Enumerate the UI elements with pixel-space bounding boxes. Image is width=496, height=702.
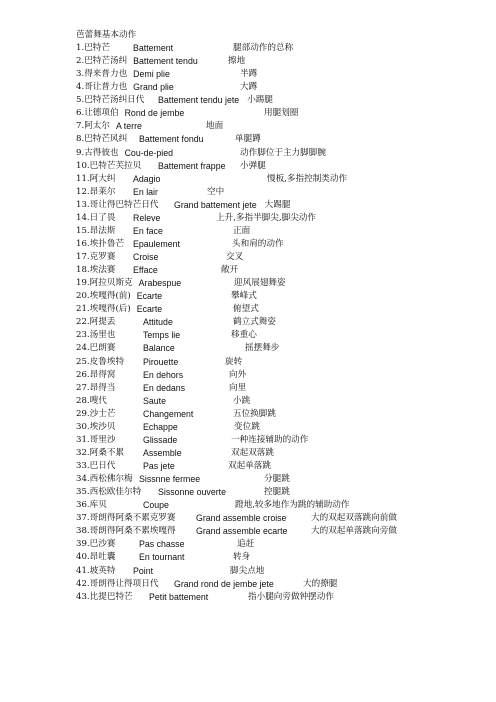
term-row bbox=[76, 551, 488, 564]
term-row bbox=[76, 499, 488, 512]
term-row bbox=[76, 94, 488, 107]
term-chinese: 33.巴日代 bbox=[76, 461, 116, 471]
term-row bbox=[76, 186, 488, 199]
term-chinese: 38.哥朗得阿桑不累埃嘎得 bbox=[76, 526, 176, 537]
term-chinese: 31.哥里沙 bbox=[76, 434, 116, 445]
term-chinese: 16.埃扑鲁芒 bbox=[76, 238, 125, 249]
term-chinese: 36.库贝 bbox=[76, 500, 107, 511]
term-meaning: 单腿蹲 bbox=[235, 134, 261, 145]
term-meaning: 交叉 bbox=[226, 252, 244, 262]
term-row bbox=[76, 565, 488, 578]
term-row bbox=[76, 356, 488, 369]
term-french: Pas chasse bbox=[139, 539, 185, 550]
term-french: Balance bbox=[143, 343, 175, 354]
term-french: Petit battement bbox=[149, 591, 209, 602]
term-french: Cou-de-pied bbox=[124, 147, 173, 158]
term-meaning: 五位换脚跳 bbox=[233, 408, 276, 419]
term-french: Grand assemble croise bbox=[196, 513, 287, 524]
term-chinese: 26.昂得窝 bbox=[76, 369, 116, 380]
term-meaning: 向里 bbox=[229, 382, 247, 393]
term-chinese: 7.阿太尔 bbox=[76, 121, 110, 132]
term-chinese: 8.巴特芒风纠 bbox=[76, 134, 128, 145]
term-french: Efface bbox=[133, 265, 158, 276]
term-french: Arabespue bbox=[138, 278, 182, 289]
term-french: Sissnne fermee bbox=[139, 474, 201, 485]
term-row bbox=[76, 120, 488, 133]
term-french: Grand rond de jembe jete bbox=[174, 578, 274, 589]
term-french: Echappe bbox=[143, 421, 178, 432]
term-french: En face bbox=[133, 225, 163, 236]
term-french: En dehors bbox=[143, 369, 184, 380]
term-row bbox=[76, 199, 488, 212]
term-meaning: 向外 bbox=[229, 369, 247, 380]
term-meaning: 双起双落跳 bbox=[231, 447, 274, 458]
term-meaning: 半蹲 bbox=[240, 69, 258, 80]
term-chinese: 42.哥朗得让得项日代 bbox=[76, 578, 159, 589]
term-french: Grand plie bbox=[133, 82, 174, 93]
term-meaning: 蹬地,较多地作为跳的辅助动作 bbox=[235, 500, 350, 511]
term-french: Point bbox=[133, 565, 154, 576]
term-row bbox=[76, 460, 488, 473]
term-row bbox=[76, 421, 488, 434]
term-meaning: 用腿划圈 bbox=[264, 108, 299, 119]
term-row bbox=[76, 369, 488, 382]
term-meaning: 地面 bbox=[206, 121, 224, 132]
term-french: Epaulement bbox=[133, 238, 180, 249]
term-chinese: 23.汤里也 bbox=[76, 330, 116, 341]
term-chinese: 25.皮鲁埃特 bbox=[76, 356, 125, 367]
term-chinese: 37.哥朗得阿桑不累克罗赛 bbox=[76, 513, 176, 524]
term-french: Grand battement jete bbox=[174, 199, 257, 210]
term-french: Adagio bbox=[133, 173, 161, 184]
term-row bbox=[76, 212, 488, 225]
term-row bbox=[76, 447, 488, 460]
term-row bbox=[76, 251, 488, 264]
term-french: A terre bbox=[115, 121, 142, 132]
term-meaning: 小跳 bbox=[233, 395, 251, 406]
term-meaning: 一种连接辅助的动作 bbox=[231, 434, 309, 445]
term-row bbox=[76, 525, 488, 538]
term-meaning: 转身 bbox=[233, 552, 251, 563]
term-meaning: 移重心 bbox=[231, 330, 257, 341]
term-meaning: 空中 bbox=[207, 186, 225, 197]
term-meaning: 双起单落跳 bbox=[228, 461, 271, 471]
term-french: Battement bbox=[133, 43, 174, 53]
term-french: Battement tendu jete bbox=[158, 95, 240, 106]
term-meaning: 腿部动作的总称 bbox=[233, 43, 294, 53]
term-chinese: 43.比提巴特芒 bbox=[76, 591, 133, 602]
term-row bbox=[76, 591, 488, 604]
term-chinese: 5.巴特芒汤纠日代 bbox=[76, 95, 145, 106]
term-row bbox=[76, 68, 488, 81]
term-french: Battement tendu bbox=[133, 56, 198, 67]
term-row bbox=[76, 238, 488, 251]
term-french: Pas jete bbox=[143, 461, 175, 471]
term-meaning: 变位跳 bbox=[234, 421, 260, 432]
term-french: Assemble bbox=[143, 447, 182, 458]
term-row bbox=[76, 225, 488, 238]
term-french: Battement fondu bbox=[139, 134, 204, 145]
term-chinese: 27.昂得当 bbox=[76, 382, 116, 393]
term-chinese: 4.哥让普力也 bbox=[76, 82, 128, 93]
term-meaning: 小弹腿 bbox=[240, 160, 266, 171]
term-french: Saute bbox=[143, 395, 166, 406]
term-meaning: 大的双起单落跳向旁做 bbox=[311, 526, 397, 537]
term-meaning: 脚尖点地 bbox=[230, 565, 265, 576]
term-meaning: 鹤立式舞姿 bbox=[233, 317, 276, 328]
term-row bbox=[76, 316, 488, 329]
term-meaning: 正面 bbox=[233, 225, 251, 236]
term-chinese: 35.西松欧佳尔特 bbox=[76, 487, 142, 498]
term-meaning: 敞开 bbox=[221, 265, 239, 276]
term-meaning: 分腿跳 bbox=[264, 474, 290, 485]
term-chinese: 9.古得彼也 bbox=[76, 147, 119, 158]
term-chinese: 19.阿拉贝斯克 bbox=[76, 278, 133, 289]
term-meaning: 小踢腿 bbox=[247, 95, 273, 106]
term-row bbox=[76, 81, 488, 94]
term-meaning: 控腿跳 bbox=[264, 487, 290, 498]
term-french: Glissade bbox=[143, 434, 178, 445]
term-row bbox=[76, 473, 488, 486]
term-chinese: 13.哥让得巴特芒日代 bbox=[76, 199, 159, 210]
term-chinese: 30.埃沙贝 bbox=[76, 421, 116, 432]
term-row bbox=[76, 290, 488, 303]
term-chinese: 15.昂法斯 bbox=[76, 225, 116, 236]
term-row bbox=[76, 329, 488, 342]
term-meaning: 上升,多指半脚尖,脚尖动作 bbox=[216, 212, 316, 223]
term-row bbox=[76, 55, 488, 68]
term-chinese: 34.西松佛尔梅 bbox=[76, 474, 133, 485]
term-row bbox=[76, 107, 488, 120]
term-meaning: 俯望式 bbox=[233, 304, 259, 315]
term-meaning: 大的撩腿 bbox=[303, 578, 338, 589]
term-meaning: 大的双起双落跳向前做 bbox=[311, 513, 397, 524]
term-meaning: 攀峰式 bbox=[231, 291, 257, 302]
term-row bbox=[76, 395, 488, 408]
term-french: Temps lie bbox=[143, 330, 181, 341]
term-french: Grand assemble ecarte bbox=[196, 526, 288, 537]
term-meaning: 迎风展翅舞姿 bbox=[234, 278, 286, 289]
term-meaning: 指小腿向旁做钟摆动作 bbox=[248, 591, 334, 602]
term-chinese: 12.昂莱尔 bbox=[76, 186, 116, 197]
term-meaning: 动作脚位于主力脚脚腕 bbox=[240, 147, 326, 158]
term-chinese: 17.克罗赛 bbox=[76, 252, 116, 262]
term-french: Sissonne ouverte bbox=[158, 487, 226, 498]
page-title: 芭蕾舞基本动作 bbox=[76, 30, 137, 40]
term-french: Changement bbox=[143, 408, 194, 419]
term-chinese: 29.沙士芒 bbox=[76, 408, 116, 419]
term-row bbox=[76, 303, 488, 316]
term-french: Rond de jembe bbox=[124, 108, 185, 119]
term-meaning: 大踢腿 bbox=[264, 199, 291, 210]
term-meaning: 旋转 bbox=[225, 356, 243, 367]
term-row bbox=[76, 42, 488, 55]
term-row bbox=[76, 133, 488, 146]
term-row bbox=[76, 408, 488, 421]
term-french: En tournant bbox=[139, 552, 185, 563]
term-french: Attitude bbox=[143, 317, 173, 328]
term-french: Coupe bbox=[143, 500, 169, 511]
term-meaning: 慢板,多指控制类动作 bbox=[267, 173, 348, 184]
term-row bbox=[76, 277, 488, 290]
term-chinese: 2.巴特芒汤纠 bbox=[76, 56, 128, 67]
term-french: En dedans bbox=[143, 382, 186, 393]
term-row bbox=[76, 434, 488, 447]
term-chinese: 24.巴朗赛 bbox=[76, 343, 116, 354]
term-row bbox=[76, 486, 488, 499]
term-meaning: 大蹲 bbox=[240, 82, 258, 93]
term-row bbox=[76, 173, 488, 186]
term-chinese: 21.埃嘎得(后) bbox=[76, 304, 131, 315]
term-meaning: 追赶 bbox=[237, 539, 255, 550]
term-chinese: 11.阿大纠 bbox=[76, 173, 116, 184]
term-french: Pirouette bbox=[143, 356, 179, 367]
term-chinese: 10.巴特芒芙拉贝 bbox=[76, 160, 142, 171]
term-chinese: 41.坡英特 bbox=[76, 565, 116, 576]
term-meaning: 头和肩的动作 bbox=[232, 238, 284, 249]
term-row bbox=[76, 160, 488, 173]
term-row bbox=[76, 264, 488, 277]
term-row bbox=[76, 342, 488, 355]
term-french: En lair bbox=[133, 186, 158, 197]
term-row bbox=[76, 382, 488, 395]
term-chinese: 20.埃嘎得(前) bbox=[76, 291, 131, 302]
term-chinese: 40.昂吐囊 bbox=[76, 552, 116, 563]
term-french: Ecarte bbox=[136, 291, 163, 302]
term-list bbox=[76, 28, 488, 604]
term-row bbox=[76, 512, 488, 525]
term-row bbox=[76, 147, 488, 160]
term-rows bbox=[76, 42, 488, 604]
term-french: Demi plie bbox=[133, 69, 170, 80]
term-chinese: 1.巴特芒 bbox=[76, 43, 110, 53]
term-chinese: 28.嗖代 bbox=[76, 395, 107, 406]
term-row bbox=[76, 578, 488, 591]
term-chinese: 18.埃法赛 bbox=[76, 265, 116, 276]
term-french: Battement frappe bbox=[158, 160, 226, 171]
term-row bbox=[76, 538, 488, 551]
term-meaning: 摇摆舞步 bbox=[245, 343, 280, 354]
term-meaning: 擦地 bbox=[228, 56, 246, 67]
term-chinese: 3.得来普力也 bbox=[76, 69, 128, 80]
term-chinese: 6.让德项伯 bbox=[76, 108, 119, 119]
term-chinese: 14.日了畏 bbox=[76, 212, 116, 223]
term-chinese: 39.巴沙赛 bbox=[76, 539, 116, 550]
term-french: Croise bbox=[133, 252, 159, 262]
term-chinese: 32.阿桑不累 bbox=[76, 447, 125, 458]
term-french: Releve bbox=[133, 212, 161, 223]
term-chinese: 22.阿提丢 bbox=[76, 317, 116, 328]
term-french: Ecarte bbox=[136, 304, 163, 315]
